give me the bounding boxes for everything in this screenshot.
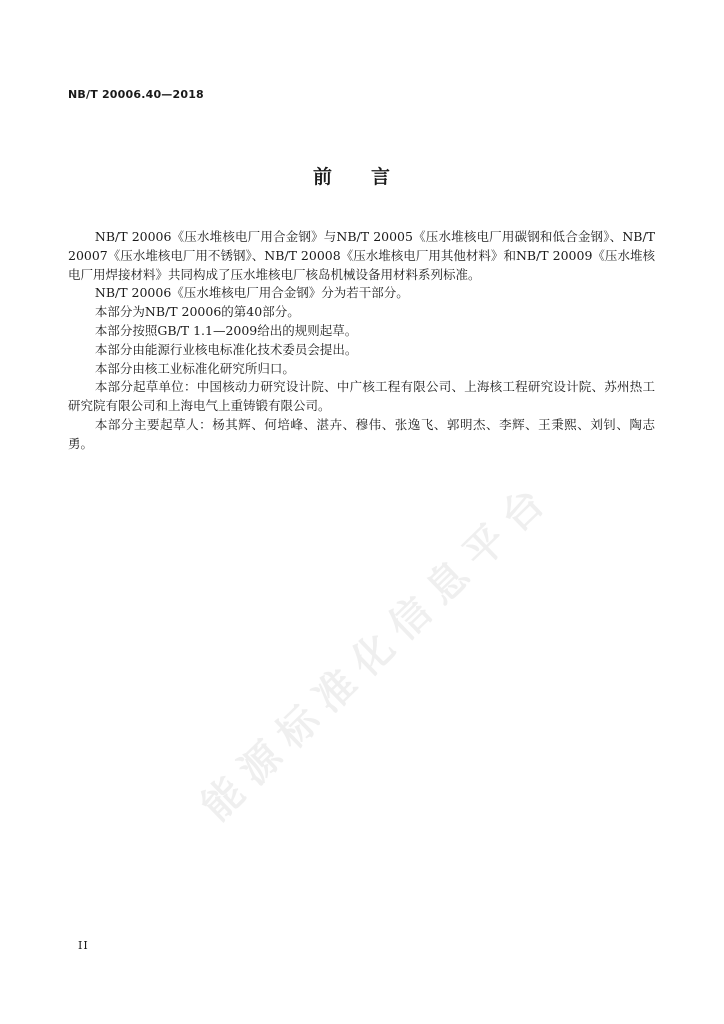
paragraph-part-number: 本部分为NB/T 20006的第40部分。: [94, 304, 300, 320]
paragraph-series-overview: NB/T 20006《压水堆核电厂用合金钢》与NB/T 20005《压水堆核电厂用碳钢和低合金钢》、NB/T 20007《压水堆核电厂用不锈钢》、NB/T 20008《压水堆核电厂用其他材料》和NB/T 20009《压水堆核电厂用焊接材料》共同构成了压水堆核电厂核岛机械设备用材料系列标准。: [68, 229, 655, 282]
standard-number-header: NB/T 20006.40—2018: [68, 88, 204, 101]
paragraph-proposed-by: 本部分由能源行业核电标准化技术委员会提出。: [94, 341, 358, 357]
foreword-body: [68, 228, 655, 454]
watermark: 能源标准化信息平台: [193, 471, 562, 831]
paragraph-drafting-units: 本部分起草单位：中国核动力研究设计院、中广核工程有限公司、上海核工程研究设计院、苏州热工研究院有限公司和上海电气上重铸锻有限公司。: [68, 379, 655, 414]
paragraph-parts: NB/T 20006《压水堆核电厂用合金钢》分为若干部分。: [94, 285, 409, 301]
paragraph-centralized-by: 本部分由核工业标准化研究所归口。: [94, 360, 295, 376]
paragraph-drafting-rules: 本部分按照GB/T 1.1—2009给出的规则起草。: [94, 322, 358, 338]
page-number: II: [78, 939, 89, 952]
paragraph-drafters: 本部分主要起草人：杨其辉、何培峰、湛卉、穆伟、张逸飞、郭明杰、李辉、王秉熙、刘钊、陶志勇。: [68, 416, 655, 451]
page-title: 前 言: [313, 166, 401, 188]
